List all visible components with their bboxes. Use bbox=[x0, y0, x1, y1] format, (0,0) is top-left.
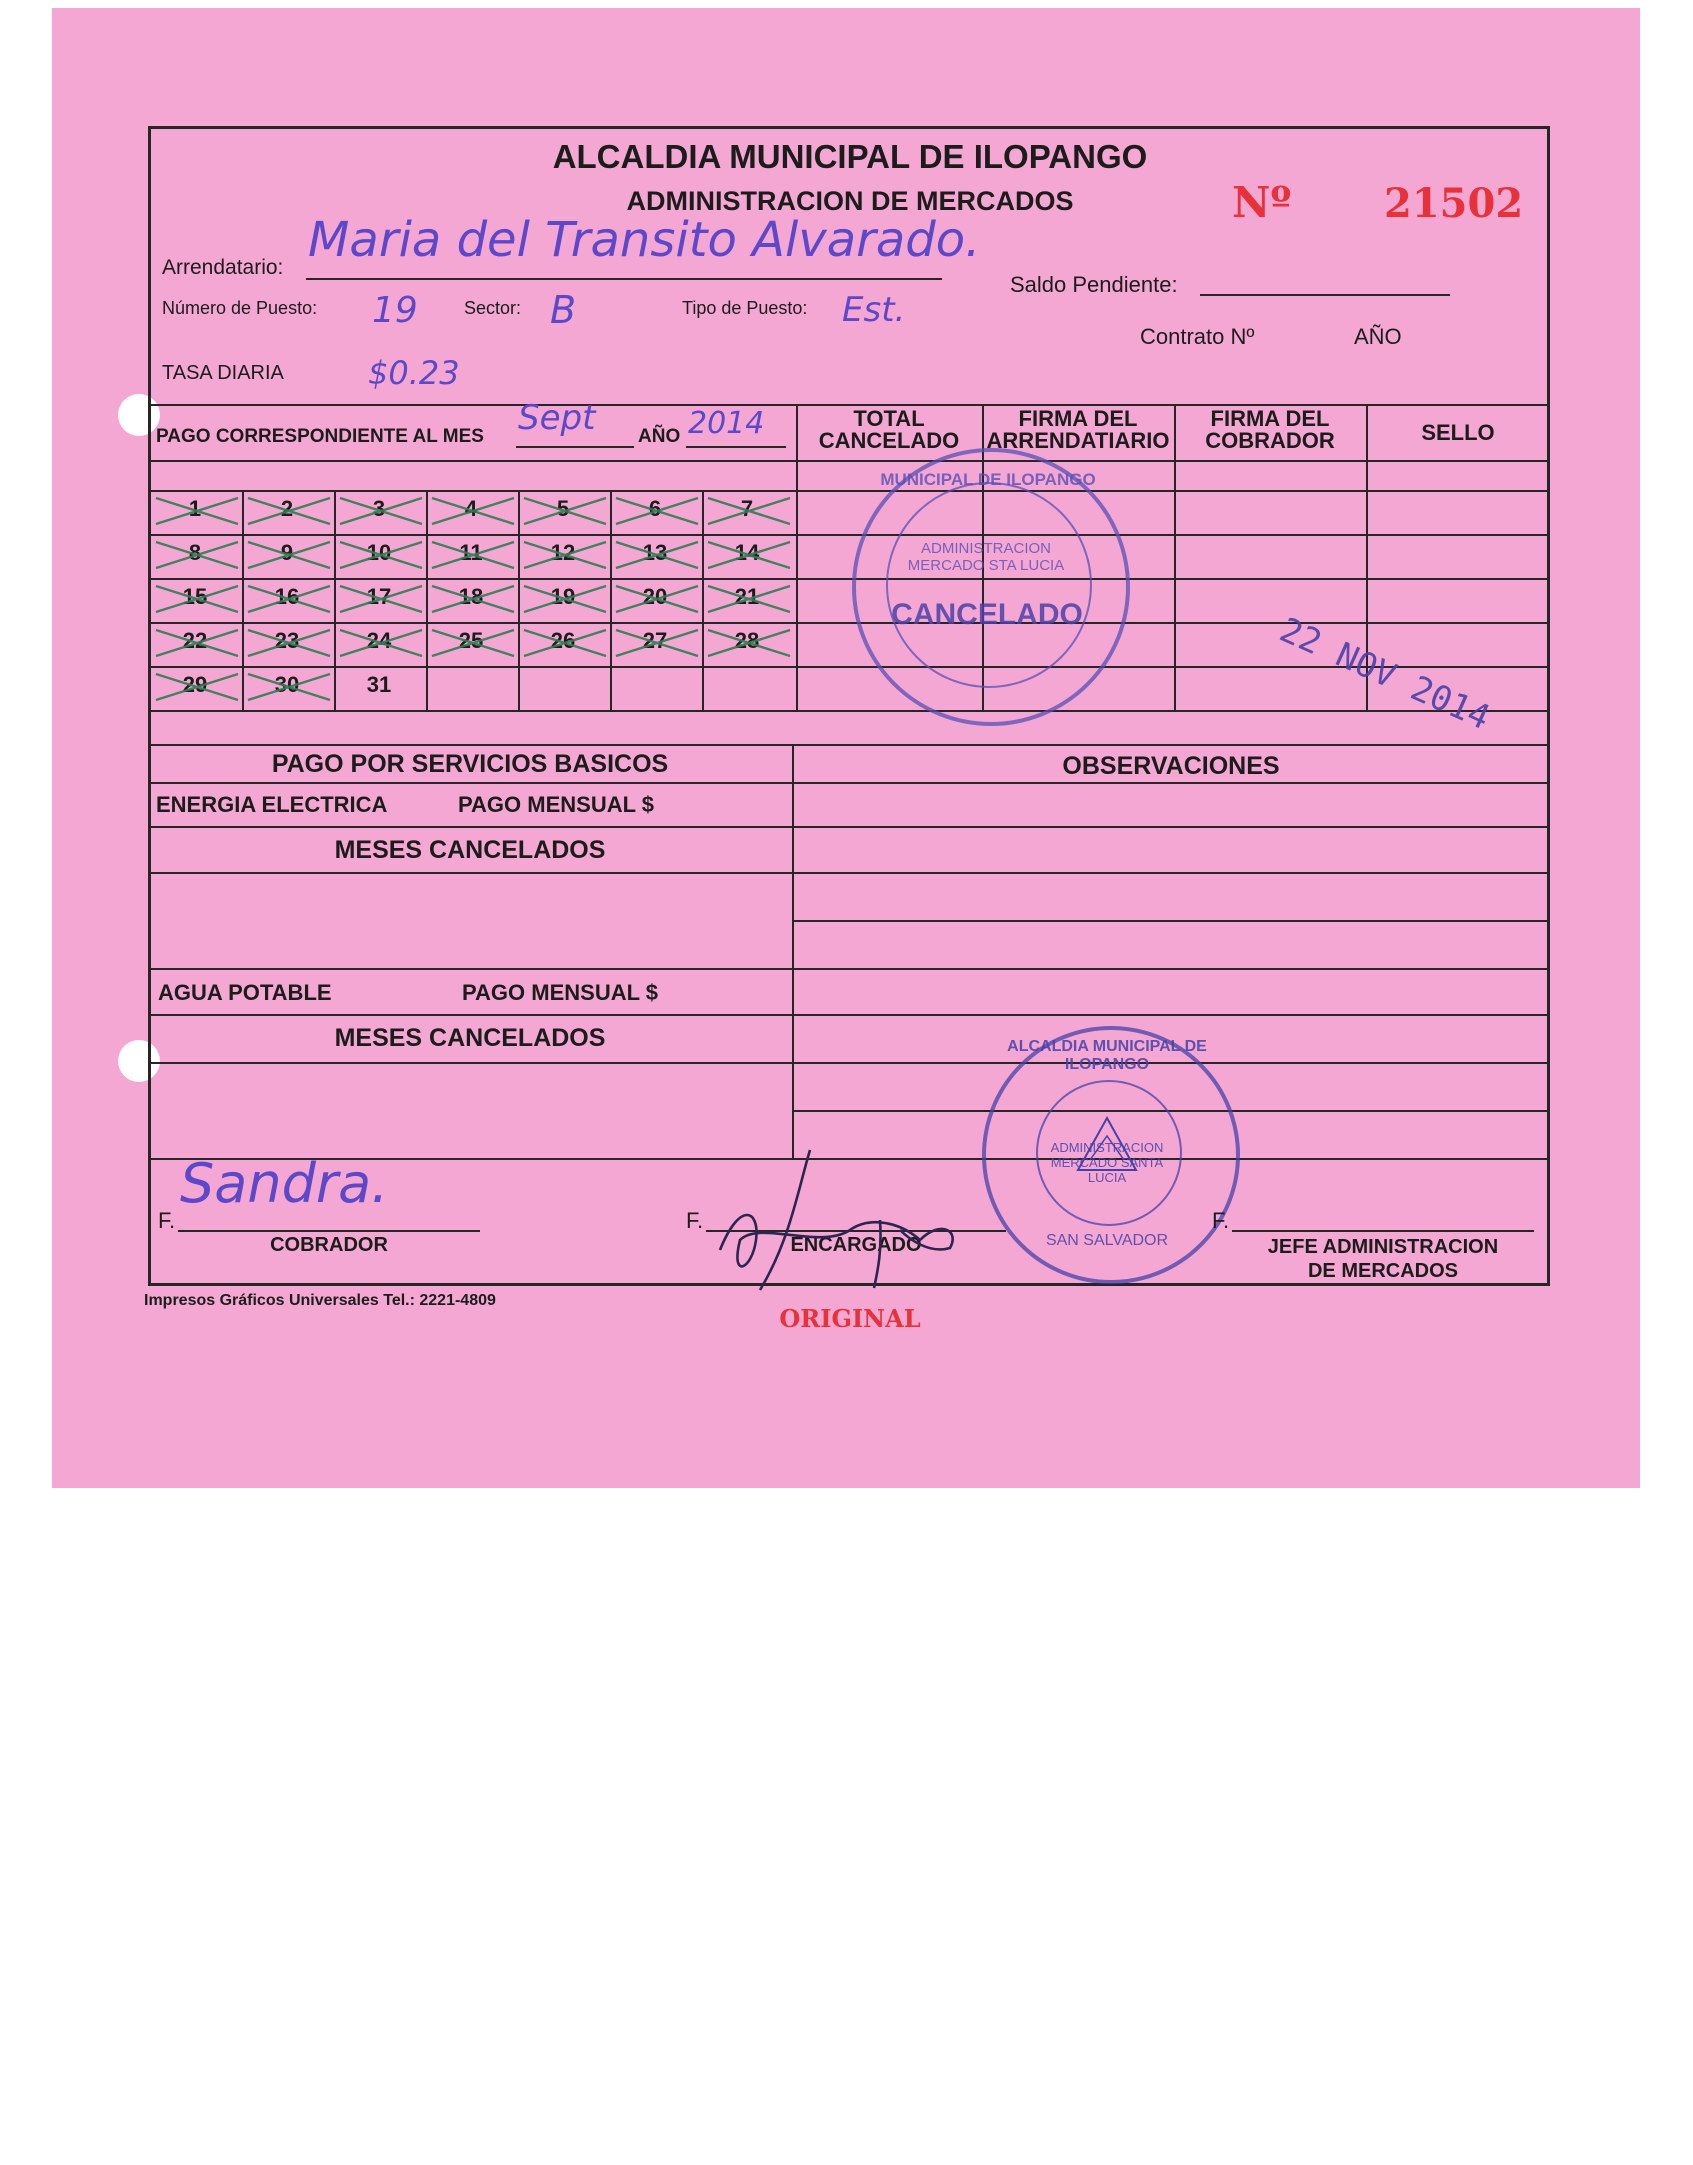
f-cobrador: F. bbox=[158, 1208, 176, 1233]
section-line bbox=[150, 1014, 1548, 1016]
cobrador-signature: Sandra. bbox=[180, 1152, 389, 1215]
page-title: ALCALDIA MUNICIPAL DE ILOPANGO bbox=[552, 138, 1148, 175]
col-firma-arrendatario: FIRMA DEL ARRENDATIARIO bbox=[986, 406, 1170, 453]
day-cell: 16 bbox=[274, 584, 300, 609]
f-jefe: F. bbox=[1212, 1208, 1230, 1233]
page-subtitle: ADMINISTRACION DE MERCADOS bbox=[626, 186, 1074, 216]
arrendatario-underline bbox=[306, 278, 942, 280]
table-header-line bbox=[150, 460, 1548, 462]
coat-of-arms-icon bbox=[1072, 1112, 1142, 1182]
servicios-title: PAGO POR SERVICIOS BASICOS bbox=[271, 750, 669, 778]
section-line bbox=[150, 872, 1548, 874]
tipo-puesto-label: Tipo de Puesto: bbox=[682, 298, 808, 318]
encargado-label: ENCARGADO bbox=[790, 1234, 922, 1256]
stamp-date: 22 NOV 2014 bbox=[1273, 610, 1496, 739]
seal-text-inner: ADMINISTRACION MERCADO SANTA LUCIA bbox=[1050, 1140, 1164, 1185]
day-cell: 8 bbox=[188, 540, 202, 565]
sector-label: Sector: bbox=[464, 298, 522, 318]
day-cell: 13 bbox=[642, 540, 668, 565]
ano-value: 2014 bbox=[688, 406, 765, 441]
folio-label: Nº bbox=[1232, 178, 1292, 227]
obs-line bbox=[794, 920, 1548, 922]
stamp-cancelado: CANCELADO bbox=[891, 598, 1083, 631]
day-cell: 7 bbox=[740, 496, 754, 521]
day-cell: 29 bbox=[182, 672, 208, 697]
day-cell: 18 bbox=[458, 584, 484, 609]
day-cell: 19 bbox=[550, 584, 576, 609]
day-cell: 6 bbox=[648, 496, 662, 521]
day-cell: 23 bbox=[274, 628, 300, 653]
energia-label: ENERGIA ELECTRICA bbox=[156, 792, 388, 817]
section-divider bbox=[792, 744, 794, 1158]
day-cell: 30 bbox=[274, 672, 300, 697]
section-line bbox=[150, 1062, 1548, 1064]
copy-label: ORIGINAL bbox=[779, 1304, 921, 1333]
energia-meses-cancelados: MESES CANCELADOS bbox=[334, 836, 606, 864]
mes-value: Sept bbox=[518, 398, 596, 438]
day-cell: 31 bbox=[366, 672, 392, 697]
arrendatario-label: Arrendatario: bbox=[162, 256, 284, 279]
cobrador-label: COBRADOR bbox=[270, 1234, 388, 1256]
f-encargado: F. bbox=[686, 1208, 704, 1233]
agua-meses-cancelados: MESES CANCELADOS bbox=[334, 1024, 606, 1052]
day-cell: 21 bbox=[734, 584, 760, 609]
day-cell: 15 bbox=[182, 584, 208, 609]
arrendatario-value: Maria del Transito Alvarado. bbox=[308, 212, 981, 268]
col-sello: SELLO bbox=[1421, 420, 1495, 445]
seal-text-outer: ALCALDIA MUNICIPAL DE ILOPANGO bbox=[1007, 1038, 1207, 1073]
day-cell: 4 bbox=[464, 496, 478, 521]
day-cell: 22 bbox=[182, 628, 208, 653]
puesto-label: Número de Puesto: bbox=[162, 298, 318, 318]
folio-number: 21502 bbox=[1384, 180, 1524, 227]
cancelado-stamp-inner bbox=[886, 482, 1092, 688]
day-cell: 11 bbox=[459, 540, 483, 565]
section-line bbox=[150, 782, 1548, 784]
section-line bbox=[150, 744, 1548, 746]
stamp-text-mid: ADMINISTRACION MERCADO STA LUCIA bbox=[907, 540, 1065, 574]
seal-text-bottom: SAN SALVADOR bbox=[1045, 1232, 1169, 1249]
printer-credit: Impresos Gráficos Universales Tel.: 2221-4809 bbox=[144, 1292, 496, 1309]
agua-pago-mensual: PAGO MENSUAL $ bbox=[462, 980, 658, 1005]
mes-underline bbox=[516, 446, 634, 448]
day-cell: 25 bbox=[458, 628, 484, 653]
section-line bbox=[150, 968, 1548, 970]
ano-label: AÑO bbox=[638, 426, 681, 447]
tipo-puesto-value: Est. bbox=[842, 290, 906, 330]
day-cell: 9 bbox=[280, 540, 294, 565]
encargado-signature bbox=[700, 1130, 1000, 1300]
jefe-label-2: DE MERCADOS bbox=[1307, 1260, 1458, 1282]
day-cell: 17 bbox=[366, 584, 392, 609]
day-cell: 27 bbox=[642, 628, 668, 653]
day-cell: 26 bbox=[550, 628, 576, 653]
day-cell: 28 bbox=[734, 628, 760, 653]
day-cell: 20 bbox=[642, 584, 668, 609]
day-cell: 24 bbox=[366, 628, 392, 653]
jefe-line bbox=[1232, 1230, 1534, 1232]
pago-mes-label: PAGO CORRESPONDIENTE AL MES bbox=[156, 426, 484, 447]
contrato-ano-label: AÑO bbox=[1354, 324, 1402, 349]
sector-value: B bbox=[550, 288, 577, 332]
energia-pago-mensual: PAGO MENSUAL $ bbox=[458, 792, 654, 817]
day-cell: 3 bbox=[372, 496, 386, 521]
observaciones-title: OBSERVACIONES bbox=[1062, 752, 1280, 780]
day-cell: 14 bbox=[734, 540, 760, 565]
cobrador-line bbox=[178, 1230, 480, 1232]
day-cell: 2 bbox=[280, 496, 294, 521]
col-firma-cobrador: FIRMA DEL COBRADOR bbox=[1205, 406, 1335, 453]
ano-underline bbox=[686, 446, 786, 448]
stamp-text-top: MUNICIPAL DE ILOPANGO bbox=[880, 470, 1096, 489]
tasa-diaria-label: TASA DIARIA bbox=[162, 362, 284, 384]
day-cell: 12 bbox=[550, 540, 576, 565]
table-top-line bbox=[150, 404, 1548, 406]
day-cell: 10 bbox=[366, 540, 392, 565]
saldo-underline bbox=[1200, 294, 1450, 296]
jefe-label-1: JEFE ADMINISTRACION bbox=[1267, 1236, 1499, 1258]
tasa-diaria-value: $0.23 bbox=[368, 354, 460, 392]
paid-days-crossouts bbox=[150, 490, 794, 710]
day-cell: 5 bbox=[556, 496, 570, 521]
puesto-value: 19 bbox=[372, 290, 418, 331]
saldo-label: Saldo Pendiente: bbox=[1010, 272, 1178, 297]
col-total-cancelado: TOTAL CANCELADO bbox=[818, 406, 960, 453]
agua-label: AGUA POTABLE bbox=[158, 980, 332, 1005]
table-bottom-line bbox=[150, 710, 1548, 712]
day-cell: 1 bbox=[188, 496, 202, 521]
section-line bbox=[150, 826, 1548, 828]
contrato-label: Contrato Nº bbox=[1140, 324, 1255, 349]
